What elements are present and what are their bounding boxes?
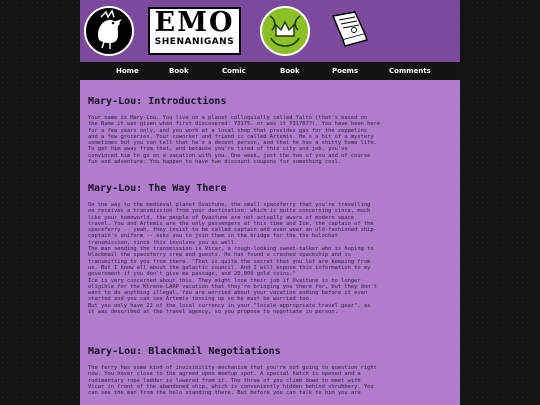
page	[80, 0, 460, 405]
section-body-blackmail: The ferry has some kind of invisibility-mechanism that you're not going to question right now. You hover close to the agreed upon meetup spot. A special hatch is opened and a rudimentary rope ladder is lowered from it. The three of you climb down to meet with Vicar in front of the abandoned ship, which is conveniently hidden behind shrubbery. You can see the man from the holo standing there. But before you can talk to him you are	[88, 365, 377, 397]
nav-book-2[interactable]: Book	[280, 67, 300, 75]
nav-comic[interactable]: Comic	[222, 67, 246, 75]
main-nav	[80, 62, 460, 80]
section-title-blackmail: Mary-Lou: Blackmail Negotiations	[88, 346, 281, 357]
book-icon[interactable]	[327, 8, 373, 54]
section-body-way-there: On the way to the medieval planet Ovaitune, the small spaceferry that you're travelling on receives a transmission from your destination: which is quite concerning since, much like your homeworld, the people of Ovaitune are not actually aware of modern space travel. You and Artemis are the only passengers at this time and Ice, the captain of the spaceferry -- yeah, they insist to be called captain and even wear an old-fashioned ship- captain's uniform -- asks you to join them in the bridge for the the holochat transmission, since this involves you as well. The man sending the transmission is Vicar, a rough-looking sweet-talker who is hoping to blackmail the spaceferry crew and guests. He has found a crashed spaceship and is transmitting to you from there. "That is quite the secret that you lot are keeping from us. But I know all about the galactic council. And I will expose this information to my government if you don't give me passage, and 20,000 gold coins." Ice is very concerned about this. They might lose their job if Ovaitune is no longer eligible for the Ktrene-LARP vacation that they're bringing you there for, but they don't want to do anything illegal. You are worried about your vacation ending before it even started and you can see Artemis tensing up so he must be worried too. But you only have 22 of the local currency in your "locale-appropriate travel gear", as it was described at the travel agency, so you propose to negotiate in person.	[88, 202, 377, 316]
nav-book[interactable]: Book	[169, 67, 189, 75]
nav-home[interactable]: Home	[116, 67, 139, 75]
section-body-introductions: Your name is Mary-Lou. You live on a planet colloquially called Yalto (that's based on the Name it was given when first discovered: Y3175. or was it Y31707?). You have been here for a few years only, and you work at a local shop that provides gas for the zeppelins and a few groceries. Your coworker and friend is called Artemis. He's a bit of a mystery sometimes but you can tell that he's a decent person, and that he has a shitty home life. To get him away from that, and because you're tired of this city and job, you've convinced him to go on a vacation with you. One week, just the two of you and of course fun and adventure: You happen to have two discount coupons for something cool.	[88, 115, 381, 166]
content-area	[80, 80, 460, 405]
site-header	[80, 0, 460, 62]
logo-subtitle: SHENANIGANS	[154, 37, 235, 47]
section-title-way-there: Mary-Lou: The Way There	[88, 183, 227, 194]
emo-shenanigans-logo[interactable]	[148, 7, 241, 55]
bird-logo-icon[interactable]	[84, 6, 134, 56]
section-title-introductions: Mary-Lou: Introductions	[88, 96, 227, 107]
logo-title: EMO	[154, 7, 235, 38]
nav-poems[interactable]: Poems	[332, 67, 359, 75]
crown-icon[interactable]	[260, 6, 310, 56]
nav-comments[interactable]: Comments	[389, 67, 431, 75]
